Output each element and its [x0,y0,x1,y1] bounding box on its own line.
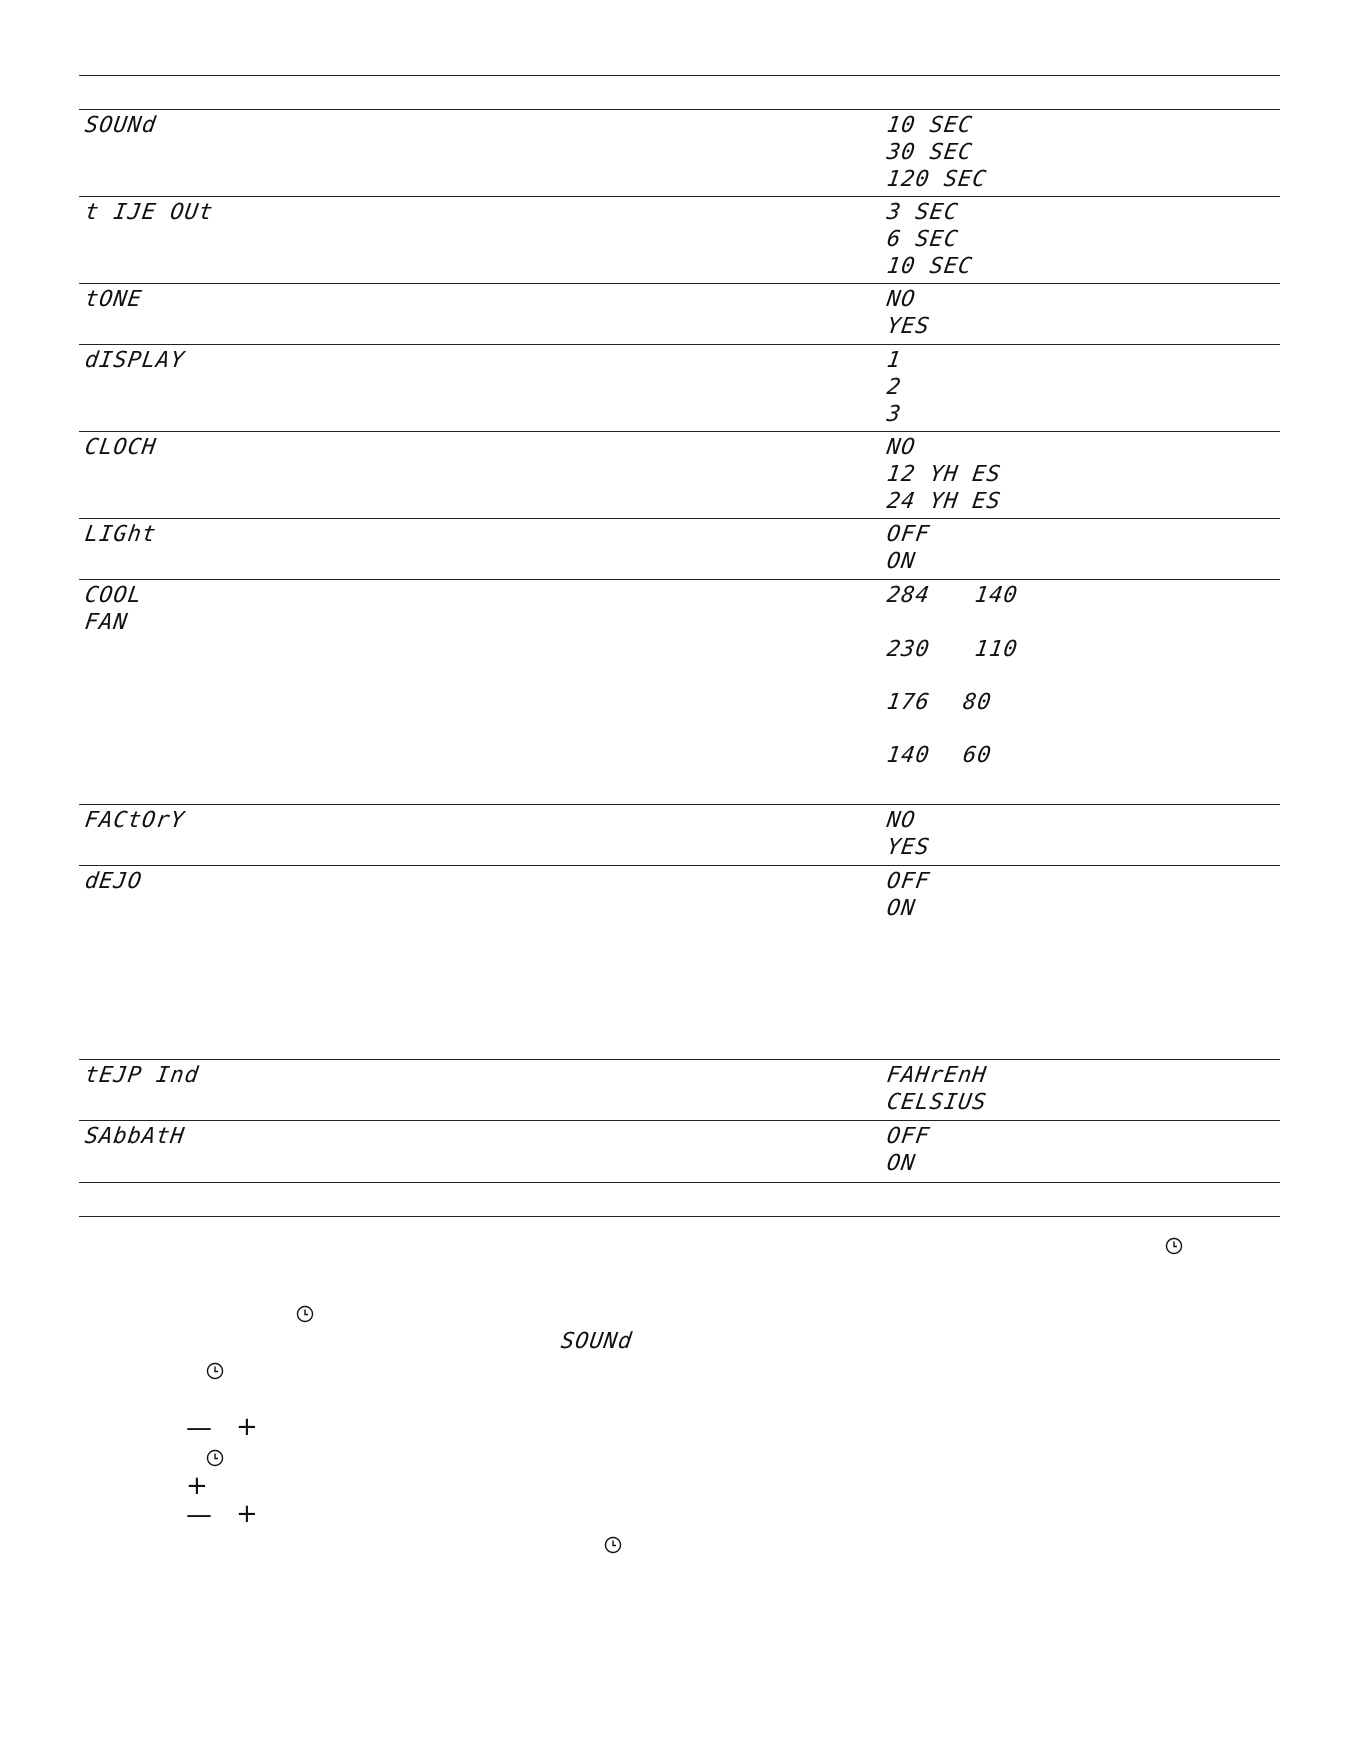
menu-item-cool: COOL [83,583,144,608]
plus-icon: + [186,1471,208,1501]
minus-icon: — [186,1500,212,1530]
menu-item-clock: CLOCH [83,435,158,460]
row-divider [79,109,1280,110]
option: OFF [885,522,932,547]
option-temp-f: 176 [885,690,932,715]
menu-item-sound: SOUNd [83,113,158,138]
option-temp-c: 110 [973,637,1020,662]
option: 120 SEC [885,167,989,192]
menu-item-timeout: t IJE OUt [83,200,215,225]
row-divider [79,865,1280,866]
option: FAHrEnH [885,1063,989,1088]
clock-icon [206,1449,224,1467]
option: ON [885,549,918,574]
option: ON [885,896,918,921]
menu-item-factory: FACtOrY [83,808,187,833]
menu-item-temp-ind: tEJP Ind [83,1063,201,1088]
option: ON [885,1151,918,1176]
table-bottom-rule [79,1182,1280,1183]
option: NO [885,435,918,460]
option: 10 SEC [885,113,975,138]
header-rule [79,75,1280,76]
menu-item-display: dISPLAY [83,348,187,373]
option-temp-c: 140 [973,583,1020,608]
option: OFF [885,1124,932,1149]
option: 3 [885,402,904,427]
option: 3 SEC [885,200,960,225]
option: CELSIUS [885,1090,989,1115]
option: YES [885,314,932,339]
menu-item-demo: dEJO [83,869,144,894]
menu-item-light: LIGht [83,522,158,547]
row-divider [79,1059,1280,1060]
option-temp-f: 284 [885,583,932,608]
section-rule [79,1216,1280,1217]
clock-icon [296,1305,314,1323]
option: 30 SEC [885,140,975,165]
row-divider [79,518,1280,519]
row-divider [79,579,1280,580]
row-divider [79,283,1280,284]
option-temp-c: 80 [961,690,994,715]
option: NO [885,808,918,833]
option-temp-f: 230 [885,637,932,662]
row-divider [79,431,1280,432]
plus-icon: + [236,1499,258,1529]
menu-item-tone: tONE [83,287,144,312]
display-sound-text: SOUNd [559,1329,634,1354]
option: NO [885,287,918,312]
option: 24 YH ES [885,489,1003,514]
option: 12 YH ES [885,462,1003,487]
row-divider [79,1120,1280,1121]
option: 10 SEC [885,254,975,279]
plus-icon: + [236,1412,258,1442]
option-temp-f: 140 [885,743,932,768]
option: 6 SEC [885,227,960,252]
menu-item-sabbath: SAbbAtH [83,1124,187,1149]
row-divider [79,804,1280,805]
clock-icon [1165,1237,1183,1255]
row-divider [79,344,1280,345]
option: OFF [885,869,932,894]
minus-icon: — [186,1413,212,1443]
clock-icon [206,1362,224,1380]
option: YES [885,835,932,860]
menu-item-fan: FAN [83,610,130,635]
row-divider [79,196,1280,197]
clock-icon [604,1536,622,1554]
option-temp-c: 60 [961,743,994,768]
option: 2 [885,375,904,400]
option: 1 [885,348,904,373]
